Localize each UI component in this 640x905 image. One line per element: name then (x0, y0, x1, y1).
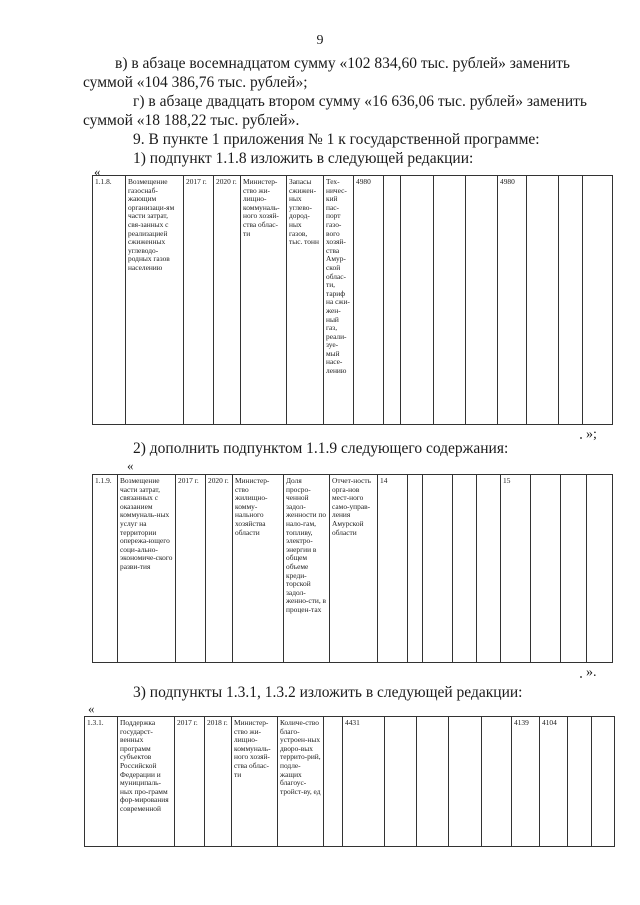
paragraph-g-line2: суммой «18 188,22 тыс. рублей». (83, 112, 300, 129)
value-base: 4431 (343, 717, 385, 847)
item-number: 1.1.9. (93, 475, 118, 663)
paragraph-v-line1: в) в абзаце восемнадцатом сумму «102 834,60 тыс. рублей» заменить (115, 55, 570, 72)
paragraph-1: 1) подпункт 1.1.8 изложить в следующей редакции: (133, 150, 474, 167)
value-base: 4980 (354, 176, 384, 425)
measure-name: Поддержка государст-венных программ субъектов Российской Федерации и муниципаль-ных про-грамм фор-мирования современной (118, 717, 175, 847)
open-quote-1: « (94, 164, 101, 179)
paragraph-g-line1: г) в абзаце двадцать втором сумму «16 636,06 тыс. рублей» заменить (133, 93, 587, 110)
open-quote-2: « (127, 458, 134, 473)
table-subitem-1-1-8 (92, 175, 613, 425)
start-year: 2017 г. (176, 475, 206, 663)
close-quote-2: ». (586, 665, 597, 680)
paragraph-9: 9. В пункте 1 приложения № 1 к государственной программе: (133, 131, 540, 148)
start-year: 2017 г. (175, 717, 205, 847)
measure-name: Возмещение части затрат, связанных с оказанием коммуналь-ных услуг на территории опережа-ющего соци-ально-экономиче-ского разви-тия (118, 475, 176, 663)
paragraph-2: 2) дополнить подпунктом 1.1.9 следующего содержания: (133, 440, 509, 457)
end-year: 2018 г. (205, 717, 232, 847)
end-year: 2020 г. (206, 475, 233, 663)
measure-name: Возмещение газоснаб-жающим организаци-ям части затрат, свя-занных с реализацией сжиженных углеводо-родных газов населению (126, 176, 184, 425)
value-base: 14 (378, 475, 408, 663)
page-number: 9 (316, 33, 324, 48)
executor: Министер-ство жи-лищно-коммуналь-ного хозяй-ства облас-ти (232, 717, 278, 847)
indicator: Запасы сжижен-ных углево-дород-ных газов, тыс. тонн (287, 176, 324, 425)
indicator: Количе-ство благо-устроен-ных дворо-вых террито-рий, подле-жащих благоус-тройст-ву, ед (278, 717, 324, 847)
end-year: 2020 г. (214, 176, 241, 425)
executor: Министер-ство жи-лищно-коммуналь-ного хозяй-ства облас-ти (241, 176, 287, 425)
value-2020: 15 (501, 475, 531, 663)
item-number: 1.1.8. (93, 176, 126, 425)
table-subitem-1-1-9 (92, 474, 613, 663)
paragraph-3: 3) подпункты 1.3.1, 1.3.2 изложить в следующей редакции: (133, 684, 523, 701)
paragraph-v-line2: суммой «104 386,76 тыс. рублей»; (83, 74, 308, 91)
value-2018: 4104 (540, 717, 568, 847)
open-quote-3: « (88, 701, 95, 716)
start-year: 2017 г. (184, 176, 214, 425)
data-source: Тех-ничес-кий пас-порт газо-вого хозяй-ства Амур-ской облас-ти, тариф на сжи-жен-ный газ, реали-зуе-мый насе-лению (324, 176, 354, 425)
executor: Министер-ство жилищно-комму-нального хозяйства области (233, 475, 284, 663)
item-number: 1.3.1. (85, 717, 118, 847)
close-quote-1: »; (586, 427, 597, 442)
table-subitem-1-3-1 (84, 716, 615, 847)
data-source: Отчет-ность орга-нов мест-ного само-управ-ления Амурской области (330, 475, 378, 663)
value-2020: 4980 (498, 176, 527, 425)
value-2017: 4139 (512, 717, 540, 847)
indicator: Доля просро-ченной задол-женности по нало-гам, топливу, электро-энергии в общем объеме креди-торской задол-женно-сти, в процен-тах (284, 475, 330, 663)
